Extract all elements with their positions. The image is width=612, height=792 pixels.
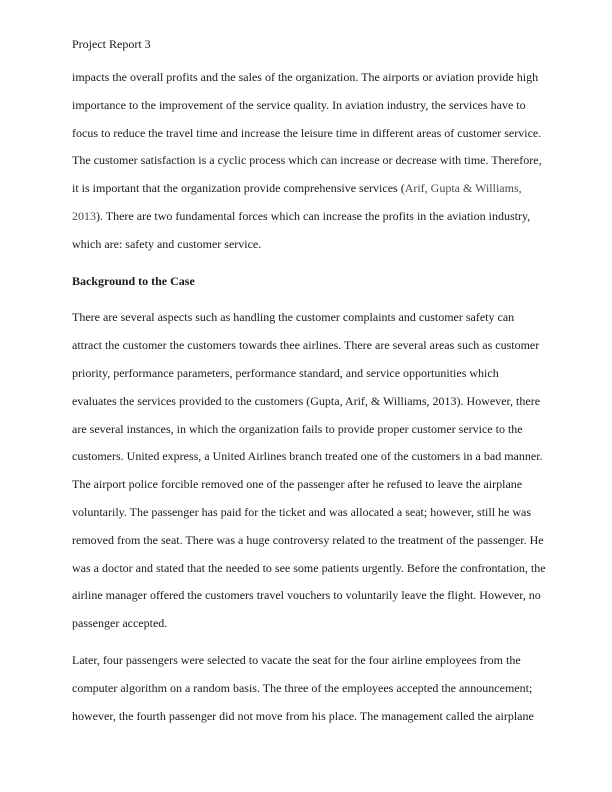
document-body xyxy=(72,64,546,730)
paragraph-later: Later, four passengers were selected to vacate the seat for the four airline employees from the computer algorithm on a random basis. The three of the employees accepted the announcement; however, the fourth passenger did not move from his place. The management called the airplane xyxy=(72,652,534,723)
paragraph-intro-text: impacts the overall profits and the sales of the organization. The airports or aviation provide high importance to the improvement of the service quality. In aviation industry, the services have to focus to reduce the travel time and increase the leisure time in different areas of customer service. The customer satisfaction is a cyclic process which can increase or decrease with time. Therefore, it is important that the organization provide comprehensive services ( xyxy=(72,70,542,196)
citation: Arif, Gupta & Williams, 2013 xyxy=(72,181,522,223)
paragraph-intro-text-end: ). There are two fundamental forces which can increase the profits in the aviation industry, which are: safety and customer service. xyxy=(72,208,531,251)
running-head: Project Report 3 xyxy=(72,37,151,51)
paragraph-background: There are several aspects such as handling the customer complaints and customer safety can attract the customer the customers towards thee airlines. There are several areas such as customer priority, performance parameters, performance standard, and service opportunities which evaluates the services provided to the customers (Gupta, Arif, & Williams, 2013). However, there are several instances, in which the organization fails to provide proper customer service to the customers. United express, a United Airlines branch treated one of the customers in a bad manner. The airport police forcible removed one of the passenger after he refused to leave the airplane voluntarily. The passenger has paid for the ticket and was allocated a seat; however, still he was removed from the seat. There was a huge controversy related to the treatment of the passenger. He was a doctor and stated that the needed to see some patients urgently. Before the confrontation, the airline manager offered the customers travel vouchers to voluntarily leave the flight. However, no passenger accepted. xyxy=(72,310,546,631)
section-heading: Background to the Case xyxy=(72,273,195,288)
paragraph-intro xyxy=(72,64,546,259)
